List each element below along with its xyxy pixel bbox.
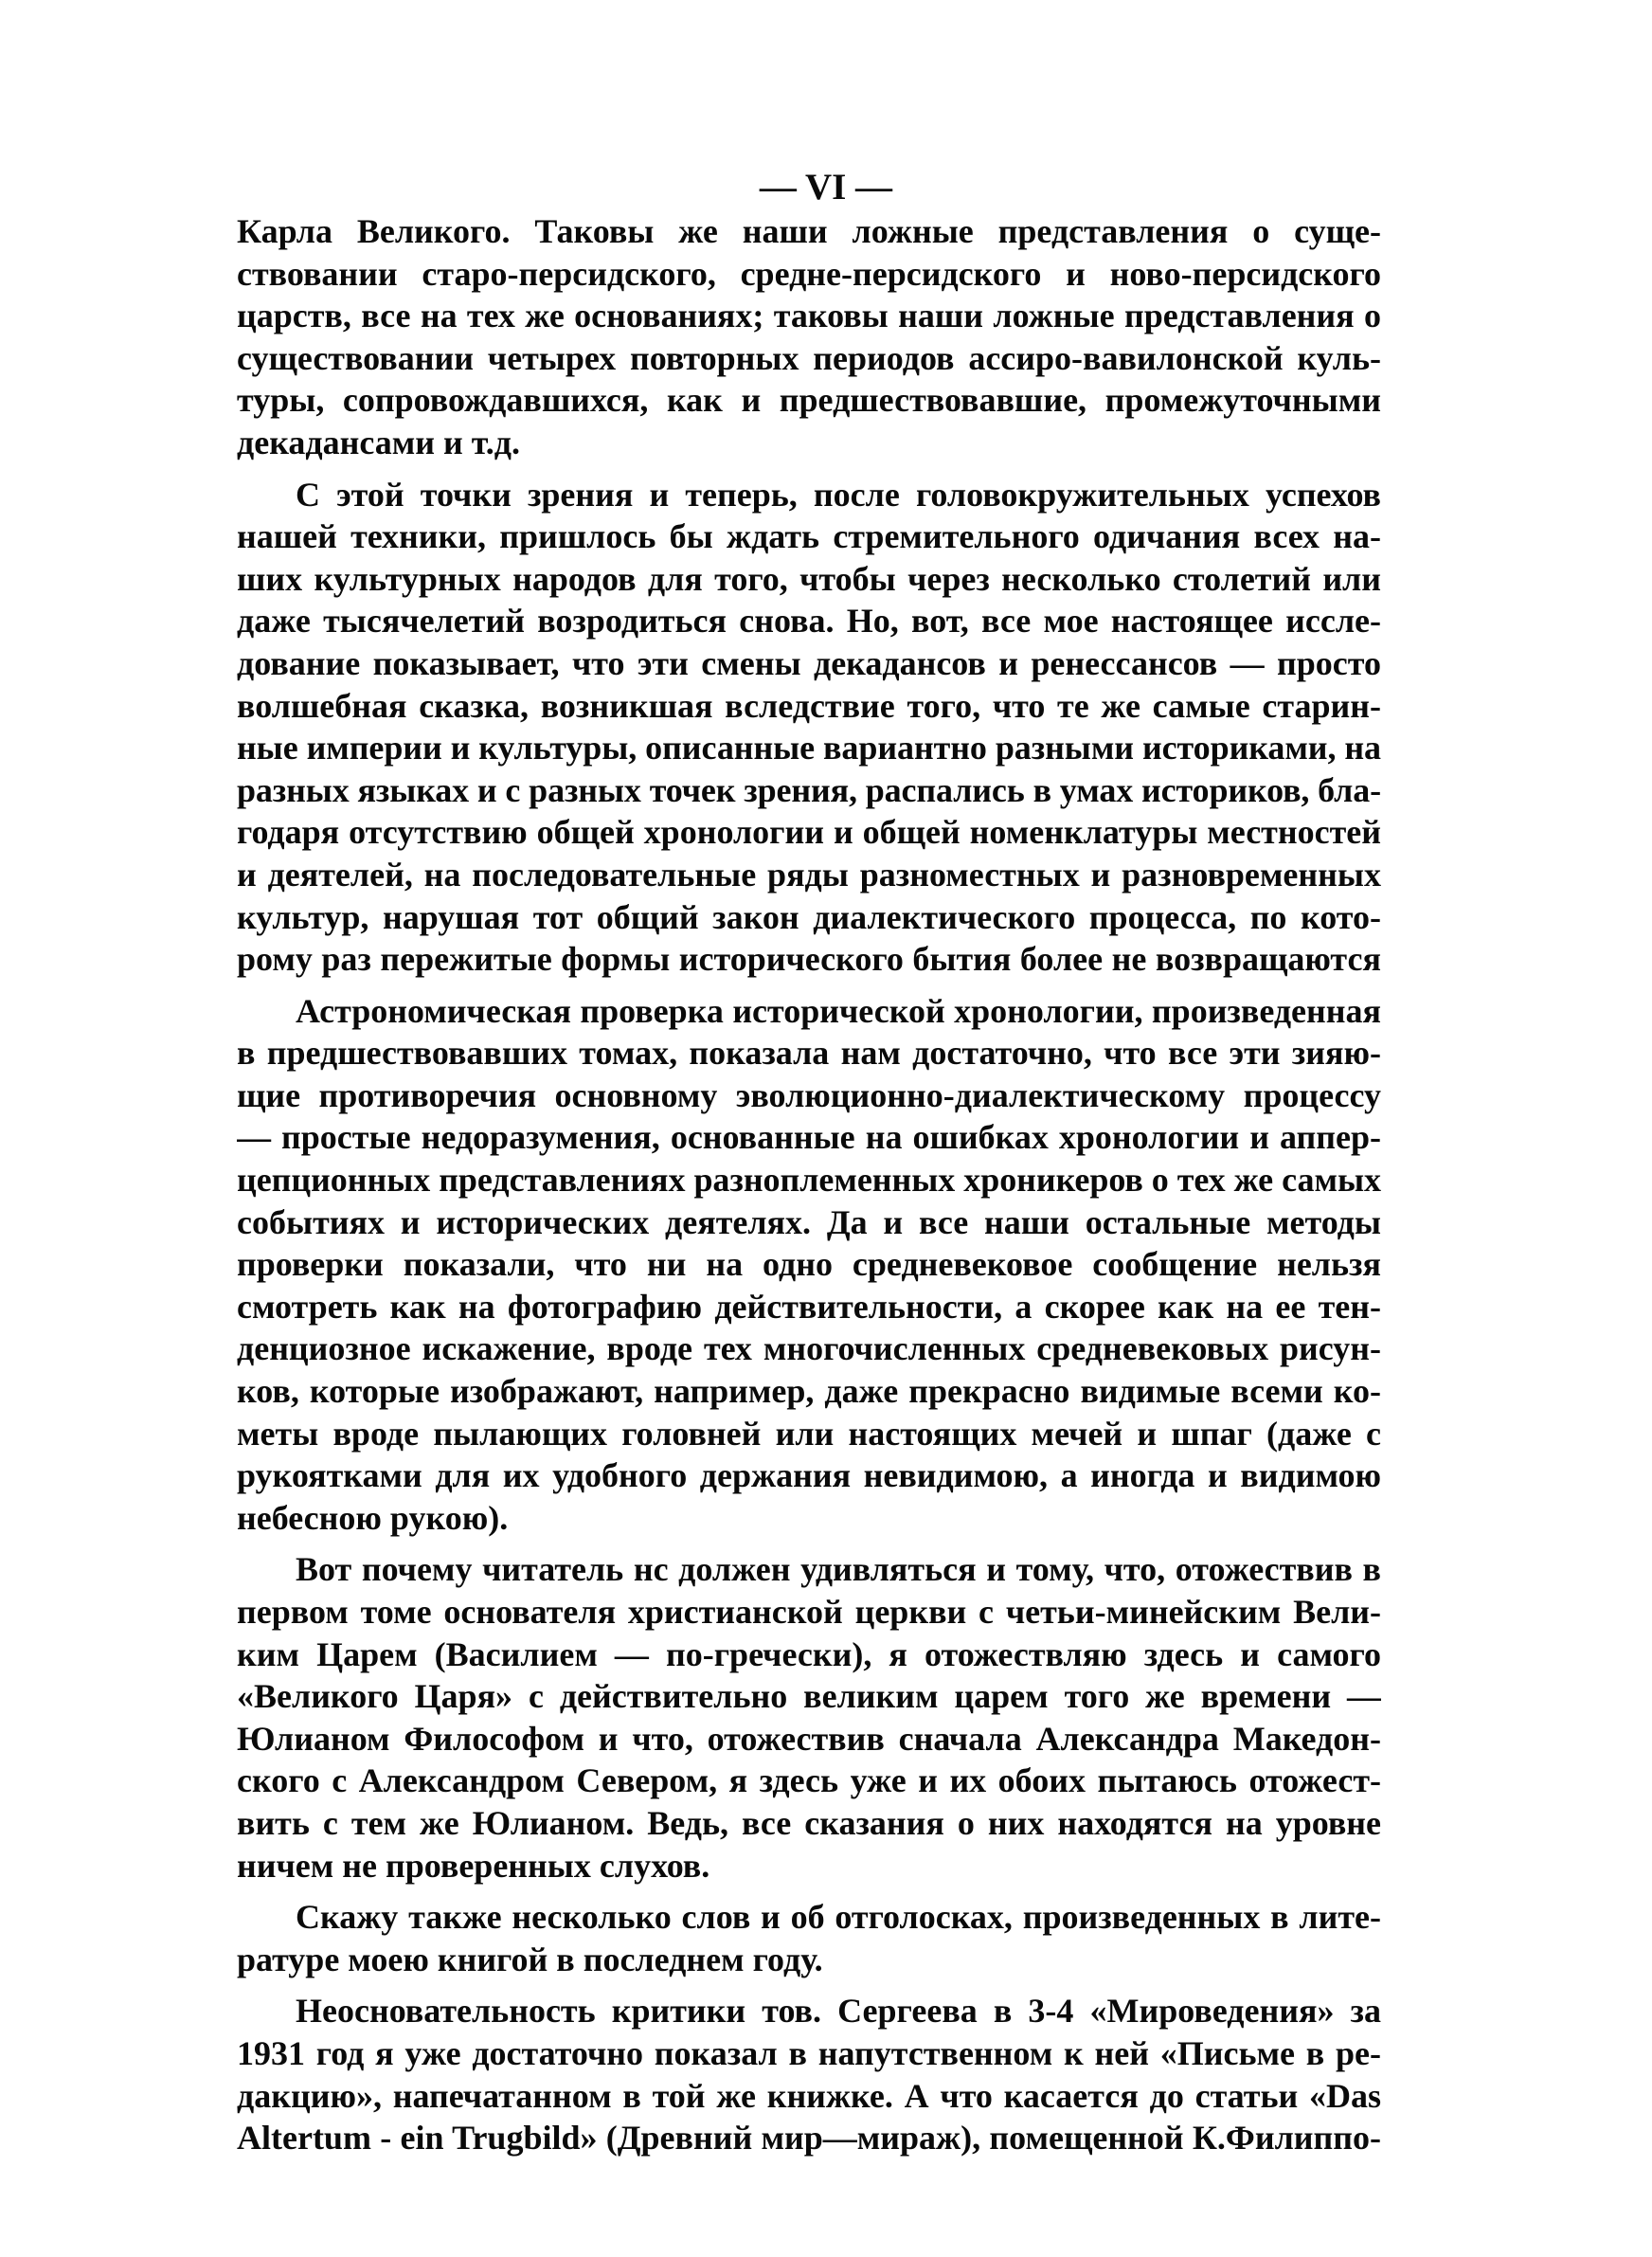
- text-line: культур, нарушая тот общий закон диалектического процесса, по кото-: [237, 897, 1381, 936]
- text-line: ших культурных народов для того, чтобы через несколько столетий или: [237, 559, 1381, 598]
- text-line: рукоятками для их удобного держания невидимою, а иногда и видимою: [237, 1456, 1381, 1495]
- text-line: небесною рукою).: [237, 1498, 509, 1537]
- text-line: Вот почему читатель нс должен удивляться и тому, что, отожествив в: [296, 1550, 1381, 1589]
- text-line: годаря отсутствию общей хронологии и общей номенклатуры местностей: [237, 813, 1381, 852]
- text-line: Юлианом Философом и что, отожествив сначала Александра Македон-: [237, 1719, 1381, 1758]
- paragraph-2: [237, 474, 1381, 981]
- text-line: даже тысячелетий возродиться снова. Но, вот, все мое настоящее иссле-: [237, 602, 1381, 641]
- text-line: декадансами и т.д.: [237, 423, 520, 461]
- paragraph-1: [237, 210, 1381, 464]
- text-line: ского с Александром Севером, я здесь уже и их обоих пытаюсь отожест-: [237, 1761, 1381, 1800]
- text-line: Altertum - ein Trugbild» (Древний мир—мираж), помещенной К.Филиппо-: [237, 2119, 1381, 2158]
- text-line: Карла Великого. Таковы же наши ложные представления о суще-: [237, 212, 1381, 250]
- text-line: существовании четырех повторных периодов ассиро-вавилонской куль-: [237, 338, 1381, 377]
- text-line: туры, сопровождавшихся, как и предшествовавшие, промежуточными: [237, 381, 1381, 420]
- text-line: щие противоречия основному эволюционно-диалектическому процессу: [237, 1075, 1381, 1114]
- text-line: Неосновательность критики тов. Сергеева в 3-4 «Мироведения» за: [296, 1992, 1381, 2031]
- page-number: — VI —: [759, 167, 893, 208]
- text-line: С этой точки зрения и теперь, после головокружительных успехов: [296, 475, 1381, 514]
- text-line: ким Царем (Василием — по-гречески), я отожествляю здесь и самого: [237, 1634, 1381, 1673]
- text-line: и деятелей, на последовательные ряды разноместных и разновременных: [237, 855, 1381, 894]
- text-line: цепционных представлениях разноплеменных хроникеров о тех же самых: [237, 1161, 1381, 1200]
- text-line: событиях и исторических деятелях. Да и все наши остальные методы: [237, 1202, 1381, 1241]
- text-line: волшебная сказка, возникшая вследствие того, что те же самые старин-: [237, 686, 1381, 725]
- text-line: «Великого Царя» с действительно великим царем того же времени —: [237, 1677, 1381, 1716]
- text-line: ствовании старо-персидского, средне-персидского и ново-персидского: [237, 254, 1381, 293]
- text-line: вить с тем же Юлианом. Ведь, все сказания о них находятся на уровне: [237, 1803, 1381, 1842]
- text-line: нашей техники, пришлось бы ждать стремительного одичания всех на-: [237, 517, 1381, 556]
- text-line: проверки показали, что ни на одно средневековое сообщение нельзя: [237, 1245, 1381, 1284]
- text-line: ничем не проверенных слухов.: [237, 1846, 710, 1885]
- text-line: рому раз пережитые формы исторического бытия более не возвращаются: [237, 940, 1381, 979]
- text-line: ков, которые изображают, например, даже прекрасно видимые всеми ко-: [237, 1372, 1381, 1411]
- text-line: разных языках и с разных точек зрения, распались в умах историков, бла-: [237, 770, 1381, 809]
- text-line: меты вроде пылающих головней или настоящих мечей и шпаг (даже с: [237, 1414, 1381, 1453]
- paragraph-4: [237, 1548, 1381, 1887]
- text-line: денциозное искажение, вроде тех многочисленных средневековых рисун-: [237, 1329, 1381, 1368]
- paragraph-3: [237, 990, 1381, 1540]
- text-line: Астрономическая проверка исторической хронологии, произведенная: [296, 991, 1381, 1030]
- text-line: Скажу также несколько слов и об отголосках, произведенных в лите-: [296, 1898, 1381, 1937]
- text-line: дакцию», напечатанном в той же книжке. А что касается до статьи «Das: [237, 2076, 1381, 2115]
- body-text: [237, 210, 1381, 2159]
- text-line: смотреть как на фотографию действительности, а скорее как на ее тен-: [237, 1287, 1381, 1326]
- paragraph-5: [237, 1896, 1381, 1980]
- paragraph-6: [237, 1990, 1381, 2158]
- text-line: ратуре моею книгой в последнем году.: [237, 1940, 823, 1978]
- text-line: первом томе основателя христианской церкви с четьи-минейским Вели-: [237, 1593, 1381, 1631]
- text-line: — простые недоразумения, основанные на ошибках хронологии и аппер-: [237, 1118, 1381, 1157]
- text-line: царств, все на тех же основаниях; таковы наши ложные представления о: [237, 297, 1381, 335]
- text-line: дование показывает, что эти смены декадансов и ренессансов — просто: [237, 643, 1381, 682]
- text-line: ные империи и культуры, описанные вариантно разными историками, на: [237, 729, 1381, 767]
- text-line: 1931 год я уже достаточно показал в напутственном к ней «Письме в ре-: [237, 2033, 1381, 2072]
- text-line: в предшествовавших томах, показала нам достаточно, что все эти зияю-: [237, 1034, 1381, 1073]
